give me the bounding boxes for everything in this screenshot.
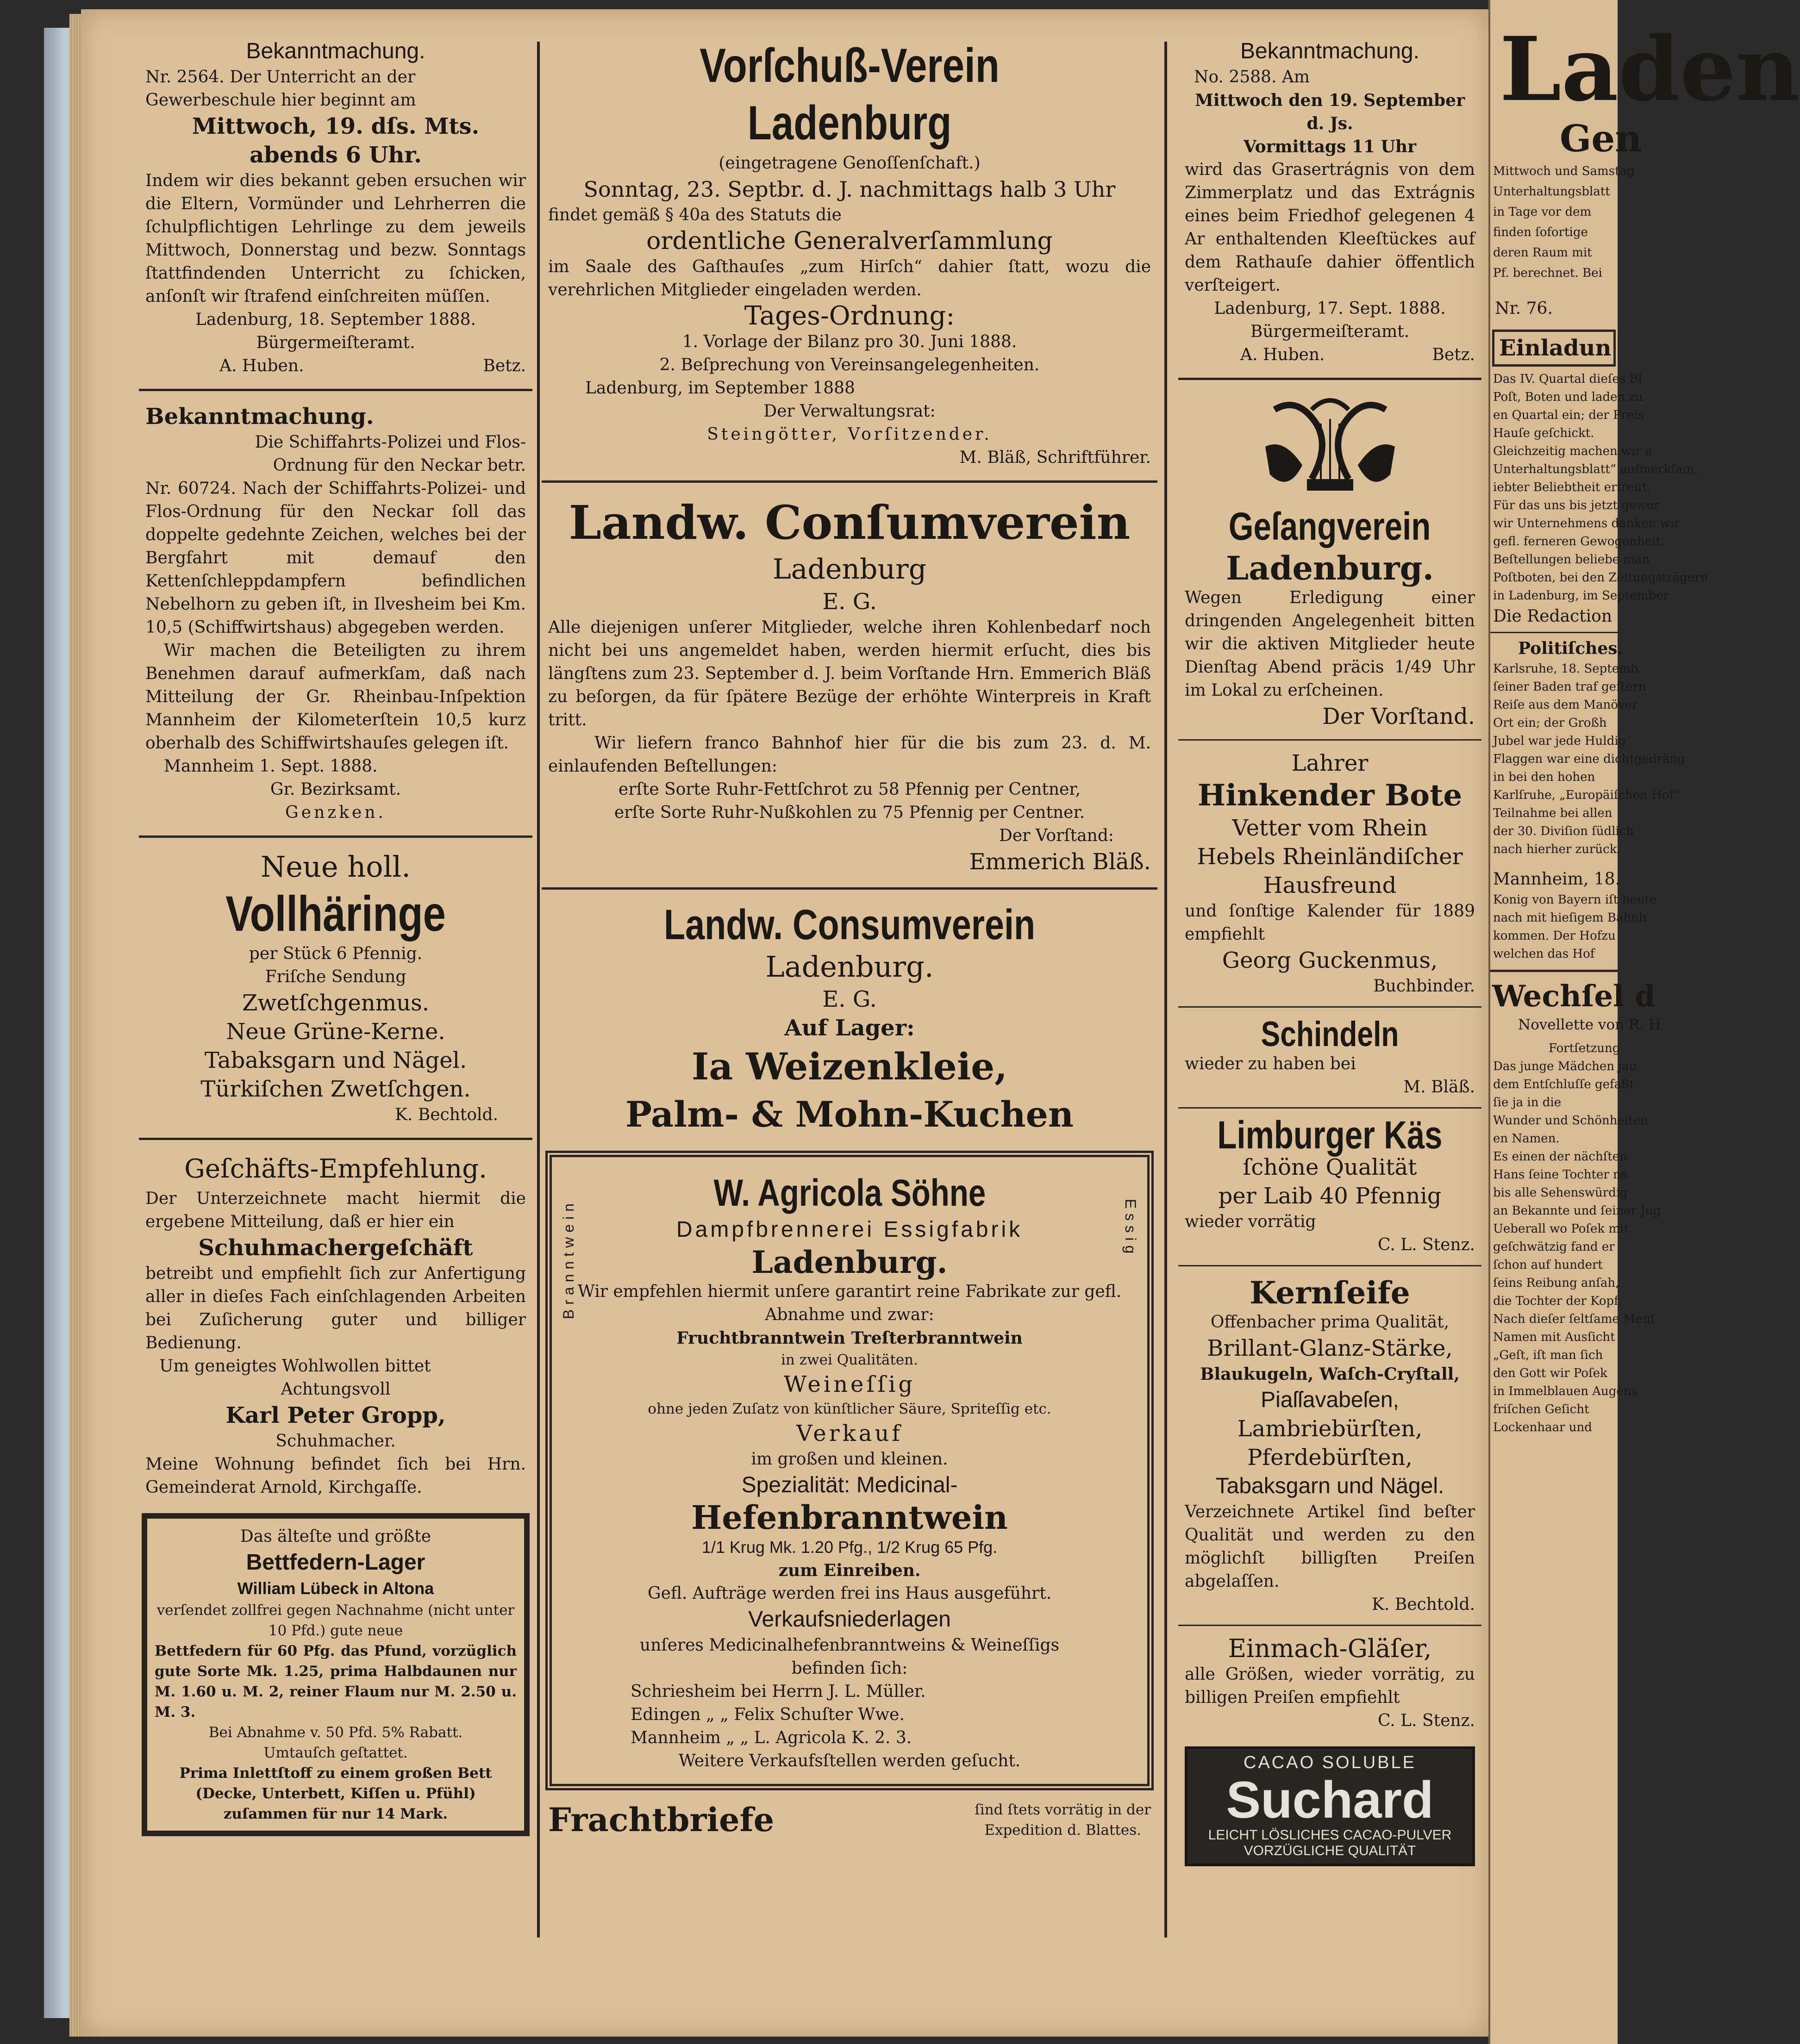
next-line: Mittwoch und Samstag (1493, 164, 1635, 178)
next-line: Gleichzeitig machen wir a (1493, 444, 1652, 458)
herring-price: per Stück 6 Pfennig. (249, 944, 423, 963)
consum1-signer: Emmerich Bläß. (969, 849, 1151, 875)
column-middle (542, 32, 1157, 2016)
notice-time: abends 6 Uhr. (250, 142, 422, 168)
fracht-note: Expedition d. Blattes. (984, 1822, 1141, 1838)
ad-schindeln (1178, 1011, 1481, 1103)
next-page-edge (1488, 0, 1800, 2044)
notice-place: Mannheim 1. Sept. 1888. (164, 757, 378, 776)
notice-school (139, 32, 532, 382)
bett-discount: Bei Abnahme v. 50 Pfd. 5% Rabatt. (208, 1724, 463, 1741)
next-line: Nach dieſer ſeltſame Menſ (1493, 1312, 1655, 1326)
agricola-vinegar: Weineſſig (783, 1371, 916, 1397)
ad-kernseife (1178, 1270, 1481, 1621)
kaes-signer: C. L. Stenz. (1378, 1235, 1475, 1254)
notice-body: wird das Grasertrágnis von dem Zimmerplatz und das Extrágnis eines beim Friedhof gelegenen 4 Ar enthaltenden Kleeſtückes auf dem Rathauſe dahier öffentlich verſteigert. (1185, 160, 1475, 295)
notice-body2: Wir machen die Beteiligten zu ihrem Benehmen darauf aufmerkſam, daß nach Mitteilung der Gr. Rheinbau-Inſpektion Mannheim der Kilometerſtein 10,5 kurz oberhalb des Schiffwirtshauſes gelegen iſt. (145, 641, 526, 753)
shoe-name: Karl Peter Gropp, (225, 1402, 446, 1428)
next-line: Hans ſeine Tochter na (1493, 1168, 1628, 1182)
herring-line1: Neue holl. (261, 850, 411, 884)
divider (139, 389, 532, 391)
agricola-quality: in zwei Qualitäten. (781, 1352, 918, 1368)
next-line: Ueberall wo Poſek mit (1493, 1222, 1629, 1236)
column-rule-1 (537, 42, 540, 1938)
agricola-outlet: Edingen „ „ Felix Schuſter Wwe. (631, 1705, 905, 1724)
agricola-sale-note: im großen und kleinen. (751, 1450, 948, 1469)
next-masthead: Laden (1500, 18, 1800, 121)
vorschuss-assembly: ordentliche Generalverſammlung (646, 227, 1053, 255)
notice-tag: Betz. (483, 356, 526, 375)
agricola-title: W. Agricola Söhne (713, 1172, 986, 1214)
gesang-signer: Der Vorſtand. (1322, 704, 1475, 729)
next-line: an Bekannte und ſeiner Jug (1493, 1204, 1661, 1218)
consum1-eg: E. G. (822, 589, 877, 615)
suchard-top: CACAO SOLUBLE (1244, 1753, 1416, 1772)
kalender-item: Hebels Rheinländiſcher (1197, 844, 1463, 870)
divider (1178, 1107, 1481, 1109)
agricola-price: 1/1 Krug Mk. 1.20 Pfg., 1/2 Krug 65 Pfg. (701, 1538, 998, 1557)
next-line: friſchen Geſicht (1493, 1402, 1589, 1416)
schindeln-title: Schindeln (1261, 1015, 1399, 1054)
next-nr: Nr. 76. (1495, 299, 1553, 318)
consum2-product1: Ia Weizenkleie, (691, 1045, 1008, 1088)
next-line: Für das uns bis jetzt gewor (1493, 499, 1660, 512)
vorschuss-line: findet gemäß § 40a des Statuts die (548, 206, 842, 224)
einmach-title: Einmach-Gläſer, (1228, 1634, 1432, 1663)
next-line: dem Entſchluſſe gefaßt (1493, 1078, 1634, 1091)
notice-intro: Die Schiffahrts-Polizei und Flos-Ordnung für den Neckar betr. (255, 433, 526, 475)
notice-title: Bekanntmachung. (246, 39, 425, 63)
divider (1490, 632, 1618, 633)
next-line: Flaggen war eine dichtgedräng (1493, 752, 1685, 766)
agricola-products: Fruchtbranntwein Treſterbranntwein (676, 1328, 1023, 1348)
next-line: iebter Beliebtheit erfreut. (1493, 480, 1651, 494)
bett-prices: Bettfedern für 60 Pfg. das Pfund, vorzüglich gute Sorte Mk. 1.25, prima Halbdaunen nur M. 1.60 u. M. 2, reiner Flaum nur M. 2.50 u. M. 3. (155, 1643, 517, 1720)
agricola-special: Spezialität: Medicinal- (741, 1473, 958, 1497)
notice-body: Indem wir dies bekannt geben ersuchen wir die Eltern, Vormünder und Lehrherren die ſchulpflichtigen Lehrlinge zu dem jeweils Mittwoch, Donnerstag und bezw. Sonntags ſtattfindenden Unterricht zu ſchicken, anſonſt wir ſtrafend einſchreiten müſſen. (145, 171, 526, 306)
next-line: Poſt, Boten und laden zu (1493, 390, 1643, 404)
notice-signer: A. Huben. (1240, 345, 1325, 364)
agricola-delivery: Gefl. Aufträge werden frei ins Haus ausgeführt. (647, 1584, 1052, 1603)
kaes-note: wieder vorrätig (1185, 1212, 1316, 1231)
notice-nr: No. 2588. Am (1194, 68, 1310, 87)
ad-agricola (545, 1151, 1154, 1790)
next-line: nach hierher zurück. (1493, 842, 1621, 856)
notice-office: Bürgermeiſteramt. (1250, 322, 1410, 341)
agricola-use: zum Einreiben. (778, 1561, 921, 1580)
notice-place: Ladenburg, 18. September 1888. (195, 310, 476, 329)
next-politics-text (1490, 660, 1685, 963)
vorschuss-body: im Saale des Gaſthauſes „zum Hirſch“ dahier ſtatt, wozu die verehrlichen Mitglieder eingeladen werden. (548, 257, 1151, 299)
fracht-title: Frachtbriefe (548, 1801, 775, 1839)
next-line: Hauſe geſchickt. (1493, 426, 1594, 440)
lyre-icon (1256, 391, 1404, 502)
next-line: Karlsruhe, 18. Septemb. (1493, 662, 1642, 676)
agricola-sale: Verkauf (796, 1421, 903, 1446)
next-line: den Gott wir Poſek (1493, 1366, 1607, 1380)
consum1-board: Der Vorſtand: (999, 826, 1114, 845)
vorschuss-board: Der Verwaltungsrat: (763, 402, 936, 421)
next-story (1490, 1035, 1661, 1441)
next-line: welchen das Hof (1493, 947, 1595, 961)
next-line: Karlſruhe, „Europäiſchen Hof“ (1493, 788, 1680, 802)
fracht-note: ſind ſtets vorrätig in der (975, 1801, 1151, 1818)
herring-item: Zwetſchgenmus. (242, 990, 430, 1016)
shoe-body3: Um geneigtes Wohlwollen bittet (159, 1357, 431, 1376)
next-line: ſie ja in die (1493, 1096, 1562, 1109)
kern-body: Verzeichnete Artikel ſind beſter Qualität und werden zu den möglichſt billigſten Preiſen abgelaſſen. (1185, 1502, 1475, 1591)
vorschuss-date: Sonntag, 23. Septbr. d. J. nachmittags halb 3 Uhr (583, 177, 1116, 202)
notice-tag: Betz. (1432, 345, 1475, 364)
bett-offer: Prima Inlettſtoff zu einem großen Bett (Decke, Unterbett, Kiſſen u. Pfühl) zuſammen für nur 14 Mark. (179, 1765, 492, 1822)
next-line: Unterhaltungsblatt“ aufmerkſam, (1493, 462, 1698, 476)
kaes-quality: ſchöne Qualität (1243, 1154, 1417, 1180)
vorschuss-secretary: M. Bläß, Schriftführer. (959, 448, 1151, 467)
next-line: die Tochter der Kopf. (1493, 1294, 1622, 1308)
notice-auction (1178, 32, 1481, 371)
agricola-outlets-title: Verkaufsniederlagen (748, 1607, 951, 1632)
ad-consumverein-stock (542, 896, 1157, 1143)
gesang-body: Wegen Erledigung einer dringenden Angelegenheit bitten wir die aktiven Mitglieder heute Dienſtag Abend präcis 1/49 Uhr im Lokal zu erſcheinen. (1185, 588, 1475, 700)
next-line: Konig von Bayern iſt heute (1493, 893, 1657, 907)
kern-item: Brillant-Glanz-Stärke, (1207, 1335, 1453, 1361)
kalender-item: Hinkender Bote (1197, 778, 1462, 813)
shoe-body2: betreibt und empfiehlt ſich zur Anfertigung aller in dieſes Fach einſchlagenden Arbeiten bei Zuſicherung guter und billiger Bedienung. (145, 1264, 526, 1352)
vorschuss-sub: (eingetragene Genoſſenſchaft.) (719, 154, 981, 173)
next-line: kommen. Der Hofzu (1493, 929, 1616, 943)
next-einladung-text (1490, 370, 1708, 628)
consum2-product2: Palm- & Mohn-Kuchen (625, 1094, 1074, 1135)
ad-gesangverein (1178, 386, 1481, 735)
suchard-brand: Suchard (1226, 1771, 1434, 1829)
next-line: Lockenhaar und (1493, 1421, 1592, 1434)
notice-date: Mittwoch den 19. September d. Js. (1194, 91, 1465, 133)
einmach-signer: C. L. Stenz. (1378, 1711, 1475, 1730)
next-einladung: Einladun (1499, 335, 1612, 361)
divider (542, 480, 1157, 483)
kalender-item: Lahrer (1291, 750, 1369, 776)
notice-office: Bürgermeiſteramt. (256, 333, 415, 352)
next-line: Unterhaltungsblatt (1493, 185, 1610, 199)
next-line: Wunder und Schönheiten (1493, 1114, 1648, 1128)
next-line: deren Raum mit (1493, 246, 1592, 260)
consum2-town: Ladenburg. (765, 950, 934, 984)
notice-office: Gr. Bezirksamt. (270, 780, 401, 799)
column-left (139, 32, 532, 2016)
agricola-side-right: Essig (1122, 1199, 1139, 1259)
next-line: nach mit hieſigem Bahnh (1493, 911, 1647, 925)
next-line: in Tage vor dem (1493, 205, 1592, 219)
agricola-sub: Dampfbrennerei Essigfabrik (676, 1217, 1023, 1242)
next-line: Mannheim, 18. (1493, 870, 1620, 889)
notice-line: Gewerbeschule hier beginnt am (145, 91, 416, 110)
agricola-outlet: Schriesheim bei Herrn J. L. Müller. (631, 1682, 926, 1701)
consum1-item: erſte Sorte Ruhr-Nußkohlen zu 75 Pfennig per Centner. (614, 803, 1085, 822)
notice-body: Nr. 60724. Nach der Schiffahrts-Polizei- und Flos-Ordnung für den Neckar ſoll das doppelte gedehnte Zeichen, welches bei der Bergfahrt mit demauf den Kettenſchleppdampfern befindlichen Nebelhorn zu geben iſt, in Ilvesheim bei Km. 10,5 (Schiffwirtshaus) abgegeben werden. (145, 479, 526, 637)
next-line: in bei den hohen (1493, 770, 1595, 784)
suchard-line1: LEICHT LÖSLICHES CACAO-PULVER (1208, 1827, 1452, 1843)
agricola-outlet: Mannheim „ „ L. Agricola K. 2. 3. (631, 1728, 912, 1747)
agricola-side-left: Branntwein (560, 1199, 577, 1320)
shoe-trade: Schuhmachergeſchäft (198, 1235, 473, 1261)
vorschuss-agenda-title: Tages-Ordnung: (744, 301, 955, 331)
herring-item: Tabaksgarn und Nägel. (204, 1047, 467, 1073)
next-line: bis alle Sehenswürdig (1493, 1186, 1628, 1200)
next-wechsel: Wechſel d (1492, 979, 1656, 1014)
next-line: in Immelblauen Augens (1493, 1384, 1638, 1398)
herring-title: Vollhäringe (225, 885, 446, 941)
next-sub: Gen (1560, 117, 1642, 160)
next-line: finden ſofortige (1493, 225, 1588, 239)
next-line: Ort ein; der Großh (1493, 716, 1607, 730)
kern-quality: Offenbacher prima Qualität, (1210, 1313, 1450, 1332)
notice-time: Vormittags 11 Uhr (1243, 137, 1417, 156)
ad-shoemaker (139, 1147, 532, 1504)
shoe-address: Meine Wohnung befindet ſich bei Hrn. Gemeinderat Arnold, Kirchgaſſe. (145, 1455, 526, 1497)
agricola-more: Weitere Verkaufsſtellen werden geſucht. (678, 1751, 1021, 1770)
kalender-body: und ſonſtige Kalender für 1889 empfiehlt (1185, 902, 1475, 944)
next-line: Beſtellungen beliebe man (1493, 553, 1650, 567)
kern-item: Pferdebürſten, (1247, 1445, 1412, 1471)
divider (139, 1138, 532, 1140)
shoe-regards: Achtungsvoll (281, 1380, 391, 1399)
gesang-title: Geſangverein (1229, 505, 1431, 548)
agricola-special-name: Hefenbranntwein (691, 1498, 1008, 1537)
einmach-body: alle Größen, wieder vorrätig, zu billigen Preiſen empfiehlt (1185, 1665, 1475, 1707)
next-line: en Namen. (1493, 1132, 1560, 1146)
bett-title: Bettfedern-Lager (246, 1550, 425, 1575)
divider (542, 887, 1157, 890)
next-line: Fortſetzung (1549, 1041, 1620, 1055)
divider (139, 835, 532, 838)
ad-herring (139, 844, 532, 1131)
herring-signer: K. Bechtold. (394, 1105, 498, 1124)
ad-kaes (1178, 1112, 1481, 1261)
shoe-title: Geſchäfts-Empfehlung. (184, 1154, 487, 1184)
consum2-title: Landw. Consumverein (663, 901, 1036, 948)
next-line: Das junge Mädchen jau (1493, 1059, 1637, 1073)
next-line: Die Redaction (1493, 607, 1612, 626)
notice-place: Ladenburg, 17. Sept. 1888. (1214, 299, 1446, 318)
suchard-line2: VORZÜGLICHE QUALITÄT (1244, 1843, 1416, 1858)
next-line: der 30. Diviſion ſüdlich (1493, 824, 1634, 838)
kaes-title: Limburger Käs (1217, 1113, 1443, 1157)
consum1-body2: Wir liefern franco Bahnhof hier für die bis zum 23. d. M. einlaufenden Beſtellungen: (548, 734, 1151, 776)
divider (1178, 1265, 1481, 1266)
agricola-vinegar-note: ohne jeden Zuſatz von künſtlicher Säure, Spriteſſig etc. (648, 1401, 1051, 1417)
next-line: geſchwätzig fand er (1493, 1240, 1615, 1254)
next-line: Jubel war jede Huldig (1493, 734, 1626, 748)
kalender-role: Buchbinder. (1373, 977, 1475, 996)
column-rule-2 (1164, 42, 1167, 1938)
divider (1178, 739, 1481, 741)
ad-suchard (1185, 1746, 1475, 1866)
vorschuss-title: Vorſchuß-Verein Ladenburg (700, 39, 1000, 150)
divider (1178, 1625, 1481, 1626)
bett-body: verſendet zollfrei gegen Nachnahme (nicht unter 10 Pfd.) gute neue (156, 1602, 515, 1639)
schindeln-body: wieder zu haben bei (1185, 1054, 1356, 1073)
shoe-role: Schuhmacher. (275, 1432, 396, 1451)
ad-frachtbriefe (542, 1798, 1157, 1845)
kern-item: Blaukugeln, Waſch-Cryſtall, (1200, 1365, 1460, 1384)
ad-consumverein-coal (542, 489, 1157, 881)
consum1-town: Ladenburg (772, 553, 927, 586)
vorschuss-place: Ladenburg, im September 1888 (585, 379, 855, 398)
kalender-name: Georg Guckenmus, (1222, 947, 1438, 973)
kern-item: Tabaksgarn und Nägel. (1215, 1474, 1444, 1498)
column-right (1178, 32, 1481, 2016)
vorschuss-agenda-item: 2. Beſprechung von Vereinsangelegenheiten. (659, 355, 1040, 374)
kalender-item: Vetter vom Rhein (1232, 815, 1428, 841)
kaes-price: per Laib 40 Pfennig (1218, 1183, 1442, 1209)
notice-date: Mittwoch, 19. dſs. Mts. (192, 113, 480, 139)
next-line: „Geſt, iſt man ſich (1493, 1348, 1603, 1362)
kern-item: Piaſſavabeſen, (1261, 1388, 1399, 1412)
consum2-eg: E. G. (822, 986, 877, 1012)
shoe-body1: Der Unterzeichnete macht hiermit die ergebene Mitteilung, daß er hier ein (145, 1189, 526, 1231)
notice-signer: Genzken. (285, 803, 386, 822)
agricola-outlets-sub: unſeres Medicinalhefenbranntweins & Weineſſigs (639, 1636, 1060, 1655)
vorschuss-chair: Steingötter, Vorſitzender. (707, 425, 992, 444)
kern-item: Lambriebürſten, (1237, 1416, 1423, 1442)
next-novelle: Novellette von R. H (1518, 1016, 1662, 1033)
notice-signer: A. Huben. (219, 356, 304, 375)
next-einladung-box (1492, 330, 1616, 367)
next-line: ſeins Reibung anſah, (1493, 1276, 1619, 1290)
kern-signer: K. Bechtold. (1371, 1595, 1475, 1614)
notice-title: Bekanntmachung. (1240, 39, 1419, 63)
agricola-town: Ladenburg. (751, 1244, 948, 1280)
agricola-outlets-where: befinden ſich: (791, 1659, 908, 1678)
herring-item: Neue Grüne-Kerne. (226, 1019, 445, 1045)
gesang-town: Ladenburg. (1226, 549, 1434, 587)
ad-kalender (1178, 744, 1481, 1003)
divider (1490, 970, 1618, 972)
ad-einmach (1178, 1630, 1481, 1737)
next-line: Teilnahme bei allen (1493, 806, 1612, 820)
vorschuss-agenda-item: 1. Vorlage der Bilanz pro 30. Juni 1888. (682, 332, 1017, 351)
next-line: Poſtboten, bei den Zeitungsträgern (1493, 571, 1708, 585)
next-line: gefl. ferneren Gewogenheit. (1493, 535, 1665, 548)
bett-exchange: Umtauſch geſtattet. (263, 1745, 408, 1761)
next-line: Das IV. Quartal dieſes Bl (1493, 372, 1642, 386)
consum1-body: Alle diejenigen unſerer Mitglieder, welche ihren Kohlenbedarf noch nicht bei uns angemeldet haben, werden hiermit erſucht, dies bis längſtens zum 23. September d. J. beim Vorſtande Hrn. Emmerich Bläß zu beſorgen, da für ſpätere Bezüge der erhöhte Winterpreis in Kraft tritt. (548, 618, 1151, 729)
ad-bettfedern (142, 1513, 530, 1836)
notice-title: Bekanntmachung. (145, 404, 374, 430)
consum2-stock: Auf Lager: (784, 1015, 915, 1041)
schindeln-signer: M. Bläß. (1403, 1078, 1475, 1097)
bett-firm: William Lübeck in Altona (237, 1579, 434, 1598)
notice-line: Nr. 2564. Der Unterricht an der (145, 68, 416, 87)
next-line: en Quartal ein; der Preis (1493, 408, 1644, 422)
divider (1178, 1006, 1481, 1008)
bett-line1: Das älteſte und größte (240, 1527, 431, 1546)
next-line: Reiſe aus dem Manöver (1493, 698, 1638, 712)
next-line: ſeiner Baden traf geſtern (1493, 680, 1646, 694)
ad-vorschussverein (542, 32, 1157, 474)
notice-shipping (139, 398, 532, 829)
next-politics: Politiſches. (1518, 639, 1624, 658)
next-line: Es einen der nächſten (1493, 1150, 1627, 1164)
herring-item: Türkiſchen Zwetſchgen. (200, 1076, 471, 1102)
agricola-body: Wir empfehlen hiermit unſere garantirt reine Fabrikate zur gefl. Abnahme und zwar: (577, 1282, 1122, 1324)
consum1-item: erſte Sorte Ruhr-Fettſchrot zu 58 Pfennig per Centner, (618, 780, 1081, 799)
consum1-title: Landw. Conſumverein (569, 495, 1131, 550)
kalender-item: Hausfreund (1263, 872, 1397, 898)
next-line: ſchon auf hundert (1493, 1258, 1603, 1272)
divider (1178, 378, 1481, 380)
next-line: Namen mit Ausſicht (1493, 1330, 1615, 1344)
next-line: in Ladenburg, im September (1493, 589, 1669, 603)
next-line: Pf. berechnet. Bei (1493, 266, 1602, 280)
kern-title: Kernſeife (1250, 1275, 1410, 1311)
herring-fresh: Friſche Sendung (265, 967, 406, 986)
next-line: wir Unternehmens danken wir (1493, 517, 1680, 530)
